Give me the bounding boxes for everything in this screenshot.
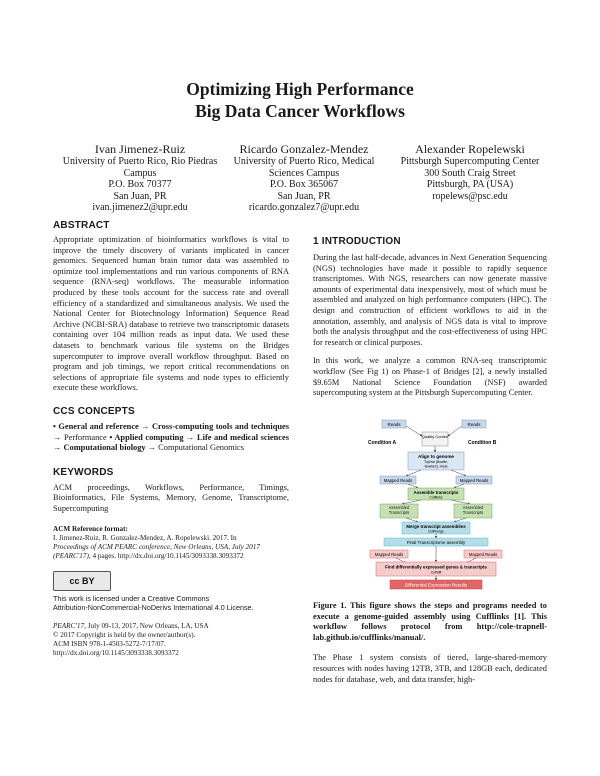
author-email[interactable]: ivan.jimenez2@upr.edu	[92, 202, 188, 213]
license-line-2: Attribution-NonCommercial-NoDerivs International 4.0 License.	[53, 603, 254, 613]
ccs-term: → Performance	[53, 432, 110, 442]
author-city: San Juan, PR	[277, 190, 331, 202]
author-address: P.O. Box 365067	[269, 179, 339, 190]
final-transcriptome-label: Final Transcriptome assembly	[406, 540, 466, 545]
cc-license-icon[interactable]: cc BY	[53, 571, 111, 591]
left-column	[53, 220, 289, 658]
copyright-venue: PEARC'17,	[53, 622, 86, 631]
author-block-2	[224, 142, 384, 214]
phase1-paragraph: The Phase 1 system consists of tiered, large-shared-memory resources with nodes having 12TB, 3TB, and 128GB each, dedicated nodes for database, web, and data transfer, high-	[313, 653, 547, 684]
arrow	[451, 500, 470, 504]
ccs-term: • Applied computing → Life and medical sciences → Computational biology	[53, 432, 289, 453]
figure-caption: Figure 1. This figure shows the steps and programs needed to execute a genome-guided assembly using Cufflinks [1]. This workflow follows protocol from http://cole-trapnell-lab.github.io/cufflinks/manual/.	[313, 601, 547, 642]
introduction-paragraph-1: During the last half-decade, advances in Next Generation Sequencing (NGS) technologies have made it possible to rapidly sequence transcriptomes. With NGS, researchers can now generate massive amounts of experimental data inexpensively, most of which must be assembled and analyzed on high performance computers (HPC). The design and construction of efficient workflows to aid in the annotation, assembly, and analysis of NGS data is vital to improve both the analysis throughput and the cost-effectiveness of using HPC for research or clinical purposes.	[313, 253, 547, 347]
introduction-heading: 1 INTRODUCTION	[313, 236, 401, 247]
title-line-2: Big Data Cancer Workflows	[195, 101, 405, 121]
mapped-reads-label: Mapped Reads	[459, 478, 489, 483]
paper-title	[0, 78, 600, 122]
keywords-text: ACM proceedings, Workflows, Performance, Timings, Bioinformatics, File Systems, Memory, Genome, Transcriptome, Supercomputing	[53, 482, 289, 513]
copyright-holder: © 2017 Copyright is held by the owner/author(s).	[53, 631, 196, 640]
copyright-doi[interactable]: http://dx.doi.org/10.1145/3093338.3093372	[53, 649, 179, 658]
arrow	[402, 500, 421, 504]
license-line-1: This work is licensed under a Creative Commons	[53, 594, 210, 604]
align-title: Align to genome	[418, 454, 454, 459]
arrow	[448, 426, 462, 436]
merge-title: Merge transcript assemblies	[406, 524, 466, 529]
reads-label-b: Reads	[467, 422, 481, 427]
differential-expression-title: Find differentially expressed genes & transcripts	[385, 564, 487, 570]
ccs-heading: CCS CONCEPTS	[53, 405, 135, 417]
right-column-lower	[313, 601, 547, 685]
author-affiliation: Pittsburgh Supercomputing Center	[400, 156, 540, 167]
author-name: Ivan Jimenez-Ruiz	[94, 142, 186, 156]
differential-expression-tool: Cuffdiff	[430, 570, 442, 575]
author-address: 300 South Craig Street	[424, 167, 516, 179]
condition-b-label: Condition B	[468, 440, 497, 446]
align-tool: Bowtie2), Hisat	[424, 464, 448, 469]
arrow	[451, 470, 466, 476]
arrow	[454, 518, 466, 522]
abstract-heading: ABSTRACT	[53, 220, 110, 231]
ccs-concepts	[53, 422, 289, 454]
ccs-term: • General and reference → Cross-computing tools and techniques	[53, 421, 289, 431]
acm-reference-line: I. Jimenez-Ruiz, R. Gonzalez-Mendez, A. Ropelewski. 2017. In	[53, 534, 237, 543]
arrow	[408, 484, 418, 488]
arrow	[454, 484, 464, 488]
results-label: Differential Expression Results	[404, 582, 468, 588]
author-name: Alexander Ropelewski	[415, 142, 525, 156]
acm-reference-label: ACM Reference format:	[53, 525, 128, 534]
mapped-reads-label: Mapped Reads	[383, 478, 413, 483]
workflow-diagram	[366, 418, 506, 592]
copyright-isbn: ACM ISBN 978-1-4503-5272-7/17/07.	[53, 640, 166, 649]
workflow-figure	[366, 418, 506, 592]
arrow	[406, 426, 422, 436]
keywords-heading: KEYWORDS	[53, 466, 114, 478]
author-city: San Juan, PR	[113, 190, 167, 202]
merge-tool: Cuffmerge	[428, 529, 444, 534]
arrow	[406, 470, 421, 476]
reads-label-a: Reads	[387, 422, 401, 427]
condition-a-label: Condition A	[368, 440, 397, 446]
acm-reference-venue: Proceedings of ACM PEARC conference, New Orleans, USA, July 2017	[53, 543, 260, 552]
quality-control-label: Quality Control	[421, 434, 449, 439]
assembled-transcripts-label: Assembled Transcripts	[462, 505, 484, 515]
author-affiliation: University of Puerto Rico, Rio Piedras Campus	[62, 156, 218, 179]
right-column	[313, 236, 547, 399]
align-tool: TopHat (Bowtie,	[424, 460, 448, 464]
ccs-term: → Computational Genomics	[145, 443, 245, 453]
mapped-reads-label: Mapped Reads	[468, 552, 498, 557]
acm-reference	[53, 525, 289, 561]
author-email[interactable]: ropelews@psc.edu	[432, 190, 508, 202]
title-line-1: Optimizing High Performance	[186, 79, 414, 99]
abstract-text: Appropriate optimization of bioinformatics workflows is vital to improve the timely discovery of variants implicated in cancer genomics. Sequenced human brain tumor data was assembled to optimize tool implementations and run various components of RNA sequence (RNA-seq) workflows. The measurable information produced by these tools account for the success rate and overall efficiency of a standardized and simultaneous analysis. We used the National Center for Biotechnology Information) Sequence Read Archive (NCBI-SRA) database to retrieve two transcriptomic datasets containing over 104 million reads as input data. We used these datasets to benchmark various file systems on the Bridges supercomputer to improve overall workflow throughput. Based on program and job timings, we report critical recommendations on selections of appropriate file systems and node types to efficiently execute these workflows.	[53, 235, 289, 393]
mapped-reads-label: Mapped Reads	[374, 552, 404, 557]
license-block	[53, 571, 289, 612]
assembled-transcripts-label: Assembled Transcripts	[388, 505, 410, 515]
author-block-3	[382, 142, 558, 202]
arrow	[406, 518, 418, 522]
assemble-tool: Cufflinks	[429, 495, 443, 500]
copyright-block	[53, 622, 289, 658]
author-email[interactable]: ricardo.gonzalez7@upr.edu	[248, 202, 360, 213]
author-name: Ricardo Gonzalez-Mendez	[239, 142, 369, 156]
introduction-paragraph-2: In this work, we analyze a common RNA-seq transcriptomic workflow (See Fig 1) on Phase-1 of Bridges [2], a newly installed $9.65M National Science Foundation (NSF) awarded supercomputing system at the Pittsburgh Supercomputing Center.	[313, 356, 547, 398]
acm-reference-doi[interactable]: 4 pages. http://dx.doi.org/10.1145/3093338.3093372	[90, 552, 244, 561]
copyright-dates: July 09-13, 2017, New Orleans, LA, USA	[85, 622, 209, 631]
acm-reference-venue-short: (PEARC'17),	[53, 552, 91, 561]
author-block-1	[50, 142, 230, 214]
author-affiliation: University of Puerto Rico, Medical Sciences Campus	[233, 156, 375, 179]
author-city: Pittsburgh, PA (USA)	[426, 179, 514, 190]
assemble-title: Assemble transcripts	[413, 490, 459, 495]
author-address: P.O. Box 70377	[108, 179, 172, 190]
